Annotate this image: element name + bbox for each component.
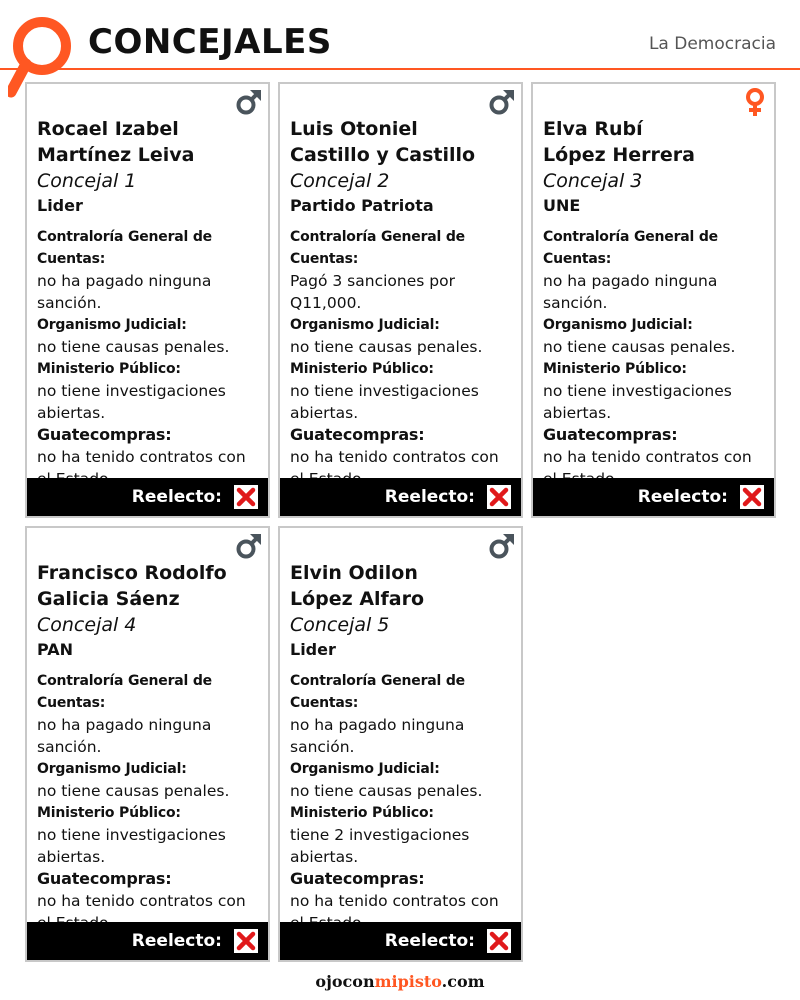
contraloria-label: Contraloría General de Cuentas: <box>290 673 465 711</box>
councilor-name: Rocael Izabel <box>37 118 179 140</box>
councilor-party: Partido Patriota <box>290 196 434 215</box>
councilor-role: Concejal 4 <box>37 614 137 636</box>
councilor-surname: Martínez Leiva <box>37 144 195 166</box>
councilor-role: Concejal 1 <box>37 170 137 192</box>
ministerio-label: Ministerio Público: <box>37 361 181 377</box>
x-mark-icon <box>487 929 511 953</box>
judicial-value: no tiene causas penales. <box>37 782 230 800</box>
councilor-name: Elva Rubí <box>543 118 643 140</box>
councilor-name: Francisco Rodolfo <box>37 562 227 584</box>
site-credit-part: mipisto <box>374 972 442 991</box>
councilor-card-3 <box>531 82 776 518</box>
site-credit <box>0 972 800 991</box>
councilor-role: Concejal 2 <box>290 170 390 192</box>
councilor-party: Lider <box>290 640 336 659</box>
councilor-name: Luis Otoniel <box>290 118 418 140</box>
councilor-role: Concejal 5 <box>290 614 390 636</box>
site-credit-part: .com <box>441 972 485 991</box>
male-icon <box>235 87 263 117</box>
contraloria-value: no ha pagado ninguna <box>37 272 212 290</box>
ministerio-value: abiertas. <box>37 404 106 422</box>
reelecto-bar <box>27 922 268 960</box>
guatecompras-label: Guatecompras: <box>37 869 172 888</box>
ministerio-value: no tiene investigaciones <box>37 826 226 844</box>
guatecompras-label: Guatecompras: <box>37 425 172 444</box>
councilor-card-5 <box>278 526 523 962</box>
reelecto-label: Reelecto: <box>384 931 475 951</box>
contraloria-value: no ha pagado ninguna <box>290 716 465 734</box>
judicial-label: Organismo Judicial: <box>543 317 693 333</box>
guatecompras-value: no ha tenido contratos con <box>543 448 752 466</box>
x-mark-icon <box>487 485 511 509</box>
ministerio-label: Ministerio Público: <box>37 805 181 821</box>
councilor-surname: López Herrera <box>543 144 695 166</box>
reelecto-bar <box>280 922 521 960</box>
guatecompras-label: Guatecompras: <box>290 425 425 444</box>
councilor-surname: López Alfaro <box>290 588 425 610</box>
ministerio-value: abiertas. <box>37 848 106 866</box>
councilor-party: UNE <box>543 196 581 215</box>
councilor-surname: Galicia Sáenz <box>37 588 180 610</box>
contraloria-value: Pagó 3 sanciones por <box>290 272 455 290</box>
ministerio-value: no tiene investigaciones <box>543 382 732 400</box>
guatecompras-value: no ha tenido contratos con <box>290 892 499 910</box>
male-icon <box>488 531 516 561</box>
site-credit-part: ojocon <box>315 972 375 991</box>
municipality-name: La Democracia <box>648 34 776 54</box>
ministerio-value: abiertas. <box>290 404 359 422</box>
judicial-label: Organismo Judicial: <box>290 761 440 777</box>
contraloria-value: no ha pagado ninguna <box>543 272 718 290</box>
ministerio-value: tiene 2 investigaciones <box>290 826 470 844</box>
councilor-role: Concejal 3 <box>543 170 643 192</box>
ministerio-value: abiertas. <box>290 848 359 866</box>
contraloria-label: Contraloría General de Cuentas: <box>543 229 718 267</box>
ministerio-label: Ministerio Público: <box>290 805 434 821</box>
contraloria-value: Q11,000. <box>290 294 362 312</box>
judicial-label: Organismo Judicial: <box>37 317 187 333</box>
guatecompras-label: Guatecompras: <box>543 425 678 444</box>
judicial-value: no tiene causas penales. <box>290 338 483 356</box>
reelecto-bar <box>27 478 268 516</box>
ministerio-label: Ministerio Público: <box>290 361 434 377</box>
reelecto-label: Reelecto: <box>131 487 222 507</box>
page-title: CONCEJALES <box>88 22 332 62</box>
contraloria-value: sanción. <box>37 294 102 312</box>
guatecompras-label: Guatecompras: <box>290 869 425 888</box>
contraloria-label: Contraloría General de Cuentas: <box>290 229 465 267</box>
judicial-value: no tiene causas penales. <box>290 782 483 800</box>
male-icon <box>488 87 516 117</box>
guatecompras-value: no ha tenido contratos con <box>37 892 246 910</box>
contraloria-value: sanción. <box>290 738 355 756</box>
contraloria-label: Contraloría General de Cuentas: <box>37 673 212 711</box>
reelecto-label: Reelecto: <box>131 931 222 951</box>
judicial-value: no tiene causas penales. <box>543 338 736 356</box>
ministerio-value: no tiene investigaciones <box>37 382 226 400</box>
judicial-value: no tiene causas penales. <box>37 338 230 356</box>
contraloria-value: sanción. <box>37 738 102 756</box>
guatecompras-value: no ha tenido contratos con <box>290 448 499 466</box>
x-mark-icon <box>740 485 764 509</box>
x-mark-icon <box>234 929 258 953</box>
ministerio-value: abiertas. <box>543 404 612 422</box>
councilor-name: Elvin Odilon <box>290 562 418 584</box>
x-mark-icon <box>234 485 258 509</box>
judicial-label: Organismo Judicial: <box>290 317 440 333</box>
ministerio-value: no tiene investigaciones <box>290 382 479 400</box>
contraloria-label: Contraloría General de Cuentas: <box>37 229 212 267</box>
female-icon <box>741 87 769 117</box>
reelecto-bar <box>280 478 521 516</box>
contraloria-value: no ha pagado ninguna <box>37 716 212 734</box>
page-header <box>0 0 800 70</box>
male-icon <box>235 531 263 561</box>
councilor-party: Lider <box>37 196 83 215</box>
contraloria-value: sanción. <box>543 294 608 312</box>
councilor-card-2 <box>278 82 523 518</box>
councilor-card-1 <box>25 82 270 518</box>
councilor-party: PAN <box>37 640 74 659</box>
councilor-surname: Castillo y Castillo <box>290 144 476 166</box>
councilor-card-4 <box>25 526 270 962</box>
reelecto-label: Reelecto: <box>384 487 475 507</box>
ministerio-label: Ministerio Público: <box>543 361 687 377</box>
reelecto-label: Reelecto: <box>637 487 728 507</box>
judicial-label: Organismo Judicial: <box>37 761 187 777</box>
reelecto-bar <box>533 478 774 516</box>
guatecompras-value: no ha tenido contratos con <box>37 448 246 466</box>
